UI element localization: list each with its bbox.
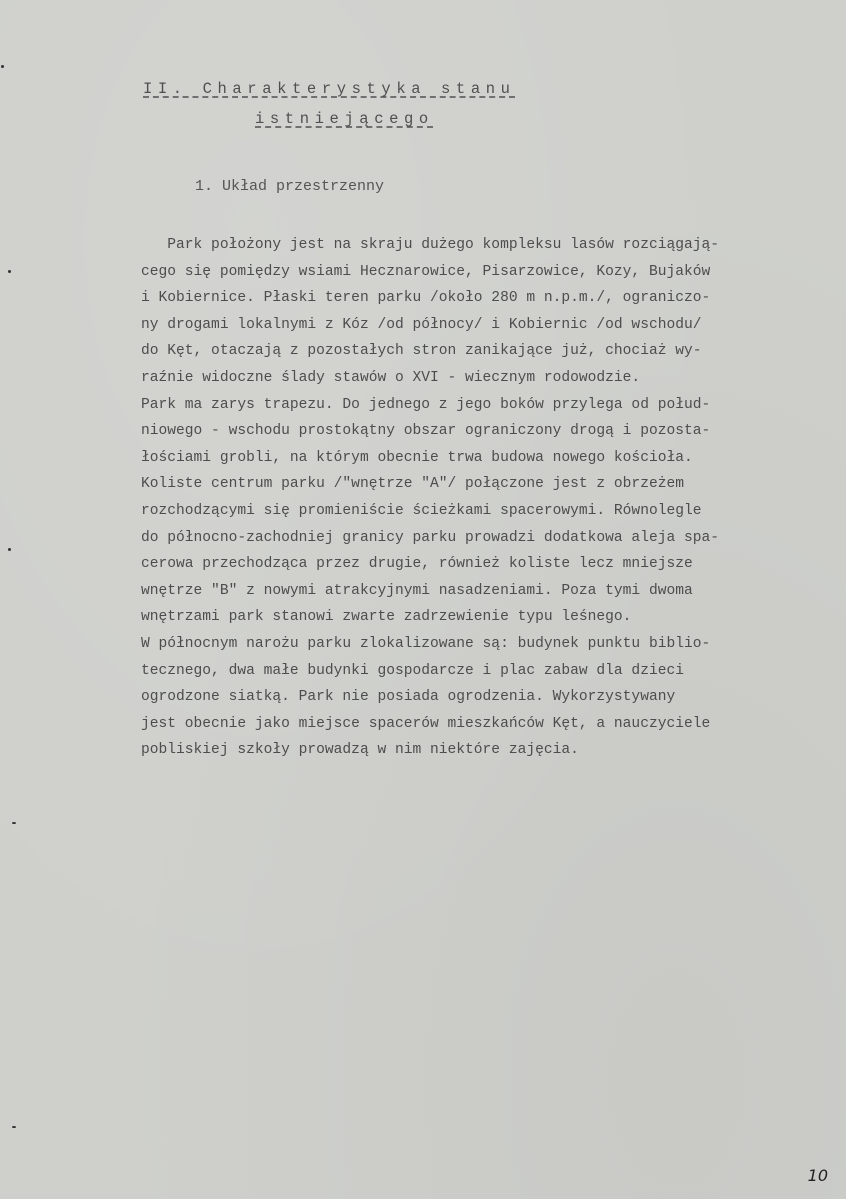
text-line: cego się pomiędzy wsiami Hecznarowice, Pisarzowice, Kozy, Bujaków (141, 263, 711, 280)
text-line: pobliskiej szkoły prowadzą w nim niektóre zajęcia. (141, 742, 579, 759)
text-line: W północnym narożu parku zlokalizowane są: budynek punktu biblio- (141, 635, 711, 652)
text-line: do Kęt, otaczają z pozostałych stron zanikające już, chociaż wy- (141, 343, 702, 360)
section-heading-line-1: II. Charakterystyka stanu (143, 80, 516, 98)
margin-mark (12, 1126, 16, 1128)
text-line: Park położony jest na skraju dużego kompleksu lasów rozciągają- (141, 237, 720, 253)
text-line: wnętrze "B" z nowymi atrakcyjnymi nasadzeniami. Poza tymi dwoma (141, 582, 693, 599)
margin-mark (8, 548, 11, 551)
margin-mark (12, 822, 16, 824)
text-line: łościami grobli, na którym obecnie trwa budowa nowego kościoła. (141, 449, 693, 466)
text-line: tecznego, dwa małe budynki gospodarcze i plac zabaw dla dzieci (141, 662, 684, 679)
text-line: i Kobiernice. Płaski teren parku /około 280 m n.p.m./, ograniczo- (141, 290, 711, 307)
section-heading-line-2: istniejącego (255, 110, 434, 128)
text-line: raźnie widoczne ślady stawów o XVI - wiecznym rodowodzie. (141, 369, 641, 386)
body-paragraphs (141, 232, 846, 764)
text-line: rozchodzącymi się promieniście ścieżkami spacerowymi. Równolegle (141, 502, 702, 519)
text-line: jest obecnie jako miejsce spacerów mieszkańców Kęt, a nauczyciele (141, 715, 711, 732)
text-line: ny drogami lokalnymi z Kóz /od północy/ i Kobiernic /od wschodu/ (141, 316, 702, 333)
text-line: cerowa przechodząca przez drugie, również koliste lecz mniejsze (141, 556, 693, 573)
subsection-heading: 1. Układ przestrzenny (195, 178, 385, 195)
margin-mark (8, 270, 11, 273)
text-line: wnętrzami park stanowi zwarte zadrzewienie typu leśnego. (141, 609, 632, 626)
text-line: do północno-zachodniej granicy parku prowadzi dodatkowa aleja spa- (141, 529, 720, 546)
text-line: niowego - wschodu prostokątny obszar ograniczony drogą i pozosta- (141, 423, 711, 440)
text-line: ogrodzone siatką. Park nie posiada ogrodzenia. Wykorzystywany (141, 689, 676, 706)
text-line: Park ma zarys trapezu. Do jednego z jego boków przylega od połud- (141, 396, 711, 413)
text-line: Koliste centrum parku /"wnętrze "A"/ połączone jest z obrzeżem (141, 476, 684, 493)
margin-mark (1, 65, 4, 68)
page-number: 10 (807, 1166, 828, 1185)
